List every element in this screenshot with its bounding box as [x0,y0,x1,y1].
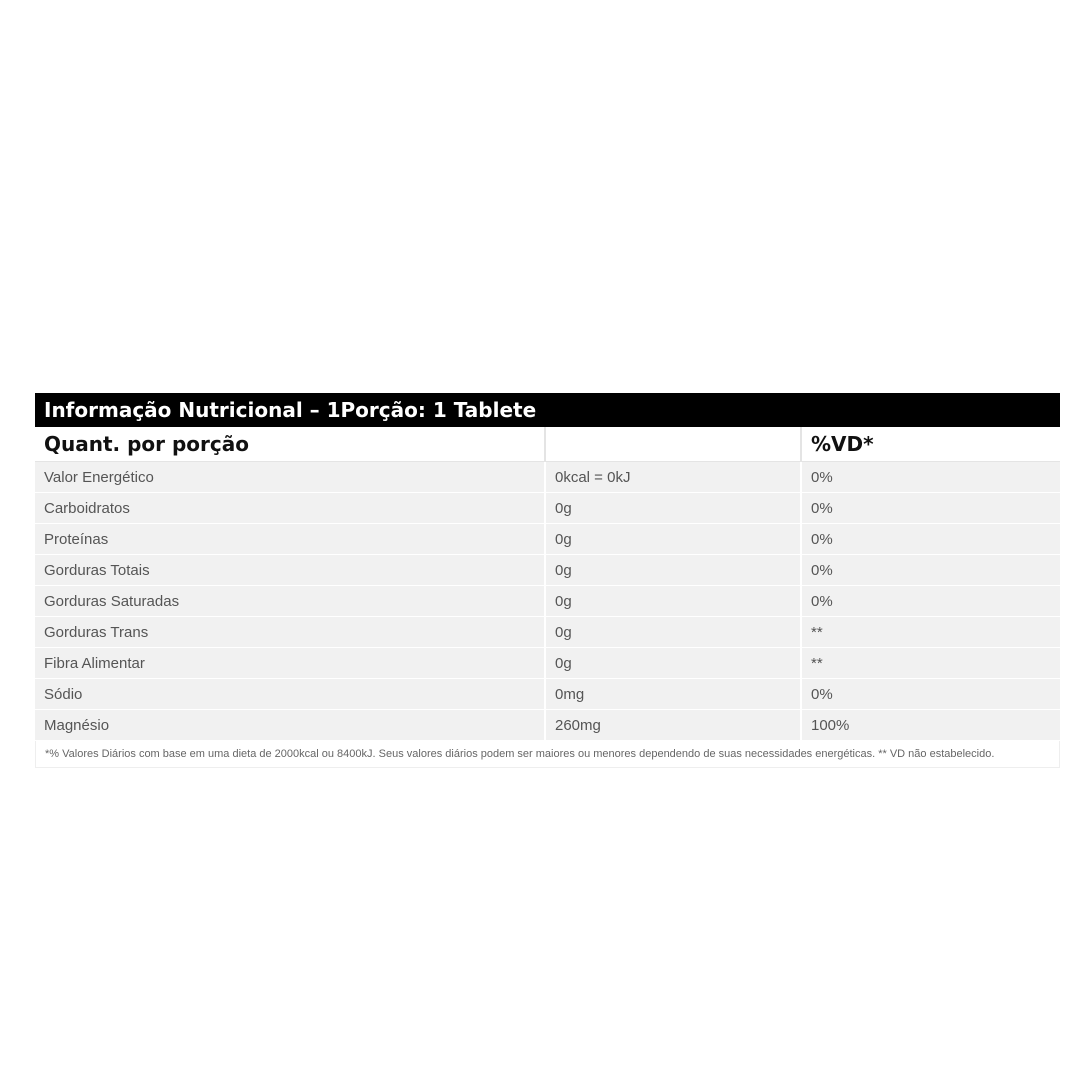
nutrient-name: Gorduras Trans [44,623,149,641]
nutrient-daily-value: 0% [800,524,1060,554]
nutrient-name: Valor Energético [44,468,154,486]
table-row [35,679,1060,710]
nutrient-daily-value: 0% [800,555,1060,585]
nutrition-facts-table [35,393,1060,768]
table-row [35,617,1060,648]
nutrient-daily-value: ** [800,617,1060,647]
table-row [35,493,1060,524]
nutrient-amount: 0g [544,648,800,678]
header-amount [544,427,800,461]
nutrient-amount: 0mg [544,679,800,709]
table-row [35,555,1060,586]
nutrient-name: Magnésio [44,716,110,734]
table-footnote: *% Valores Diários com base em uma dieta de 2000kcal ou 8400kJ. Seus valores diários podem ser maiores ou menores dependendo de suas necessidades energéticas. ** VD não estabelecido. [35,741,1060,768]
nutrient-daily-value: 0% [800,586,1060,616]
table-row [35,710,1060,741]
table-row [35,462,1060,493]
nutrient-amount: 0g [544,555,800,585]
table-row [35,586,1060,617]
table-row [35,648,1060,679]
nutrient-amount: 0g [544,493,800,523]
table-row [35,524,1060,555]
nutrient-amount: 260mg [544,710,800,740]
nutrient-amount: 0g [544,524,800,554]
nutrient-name: Fibra Alimentar [44,654,145,672]
nutrient-daily-value: 0% [800,679,1060,709]
nutrient-amount: 0g [544,586,800,616]
header-daily-value: %VD* [800,427,1060,461]
nutrient-name: Proteínas [44,530,109,548]
header-quantity-per-serving: Quant. por porção [44,432,249,456]
nutrient-daily-value: 0% [800,493,1060,523]
nutrient-daily-value: 0% [800,462,1060,492]
nutrient-name: Carboidratos [44,499,130,517]
nutrient-name: Gorduras Saturadas [44,592,180,610]
nutrient-amount: 0g [544,617,800,647]
nutrient-daily-value: ** [800,648,1060,678]
nutrient-daily-value: 100% [800,710,1060,740]
nutrient-name: Gorduras Totais [44,561,150,579]
table-title: Informação Nutricional – 1Porção: 1 Tablete [35,393,1060,427]
nutrient-name: Sódio [44,685,83,703]
nutrient-amount: 0kcal = 0kJ [544,462,800,492]
table-header-row [35,427,1060,462]
